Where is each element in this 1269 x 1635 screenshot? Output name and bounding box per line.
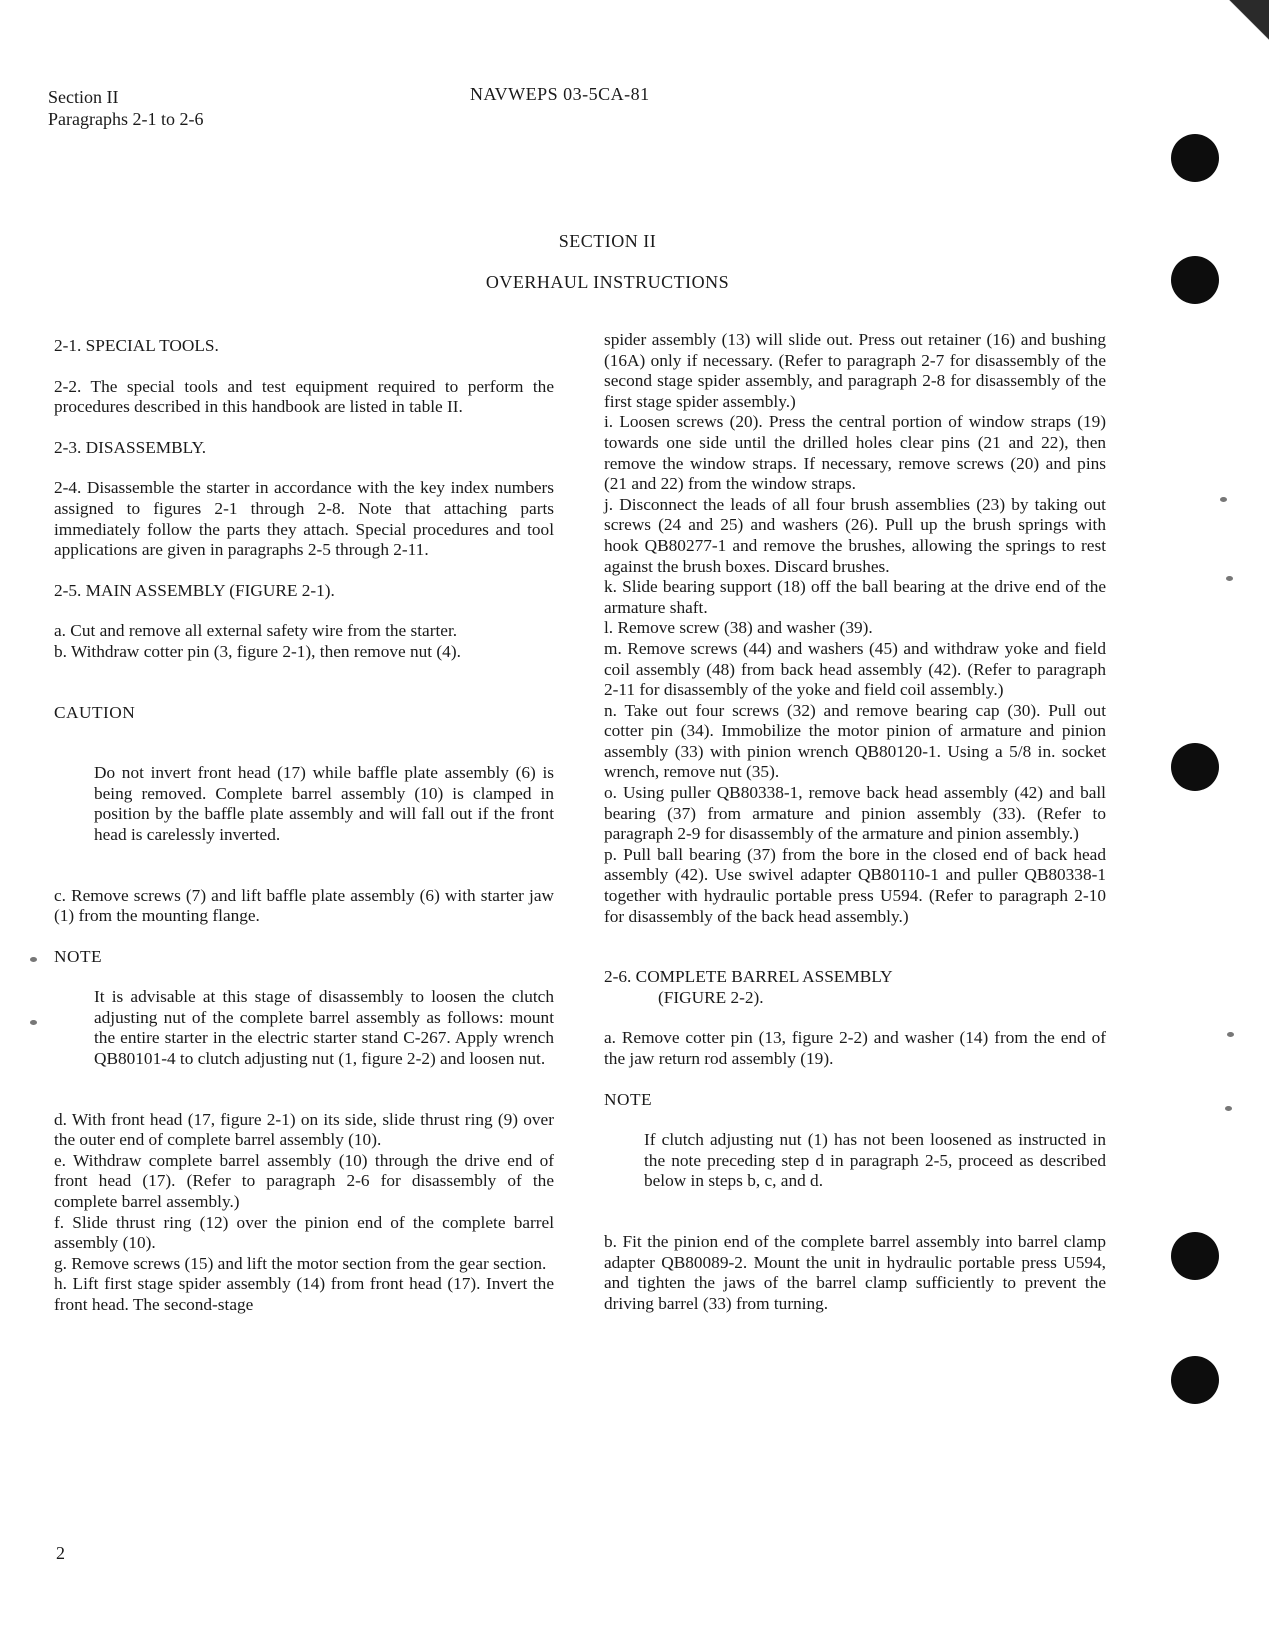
- paragraph-2-6-heading: 2-6. COMPLETE BARREL ASSEMBLY: [604, 967, 893, 987]
- left-column: [54, 336, 554, 1316]
- section-label: Section II: [48, 87, 119, 107]
- running-header-left: [48, 86, 203, 130]
- step-i: i. Loosen screws (20). Press the central portion of window straps (19) towards one side until the drilled holes clear pins (21 and 22), then remove the window straps. If necessary, remove screws (20) and pins (21 and 22) from the window straps.: [604, 412, 1106, 494]
- step-l: l. Remove screw (38) and washer (39).: [604, 618, 873, 638]
- page-corner-shadow: [1199, 0, 1269, 60]
- section-subtitle: OVERHAUL INSTRUCTIONS: [485, 272, 730, 292]
- step-m: m. Remove screws (44) and washers (45) and withdraw yoke and field coil assembly (48) from back head assembly (42). (Refer to paragraph 2-11 for disassembly of the yoke and field coil assembly.): [604, 638, 1106, 700]
- note-label: NOTE: [54, 946, 103, 966]
- scan-speck: [1227, 1032, 1234, 1037]
- step-g: g. Remove screws (15) and lift the motor section from the gear section.: [54, 1253, 547, 1273]
- step-f: f. Slide thrust ring (12) over the pinion end of the complete barrel assembly (10).: [54, 1212, 554, 1253]
- paragraph-2-6-heading-figure: (FIGURE 2-2).: [658, 987, 764, 1007]
- scan-speck: [30, 957, 37, 962]
- note-label-right: NOTE: [604, 1089, 653, 1109]
- step-d: d. With front head (17, figure 2-1) on its side, slide thrust ring (9) over the outer end of complete barrel assembly (10).: [54, 1109, 554, 1150]
- step-n: n. Take out four screws (32) and remove bearing cap (30). Pull out cotter pin (34). Immobilize the motor pinion of armature and pinion assembly (33) with pinion wrench QB80120-1. Using a 5/8 in. socket wrench, remove nut (35).: [604, 700, 1106, 782]
- note-text: It is advisable at this stage of disassembly to loosen the clutch adjusting nut of the complete barrel assembly as follows: mount the entire starter in the electric starter stand C-267. Apply wrench QB80101-4 to clutch adjusting nut (1, figure 2-2) and loosen nut.: [94, 987, 554, 1069]
- section-title: SECTION II: [558, 231, 657, 251]
- caution-text: Do not invert front head (17) while baffle plate assembly (6) is being removed. Complete barrel assembly (10) is clamped in position by the baffle plate assembly and will fall out if the front head is carelessly inverted.: [94, 763, 554, 844]
- binder-hole: [1171, 1232, 1219, 1280]
- paragraph-2-2: 2-2. The special tools and test equipment required to perform the procedures described in this handbook are listed in table II.: [54, 376, 554, 417]
- step-h-continued: spider assembly (13) will slide out. Press out retainer (16) and bushing (16A) only if necessary. (Refer to paragraph 2-7 for disassembly of the second stage spider assembly, and paragraph 2-8 for disassembly of the first stage spider assembly.): [604, 330, 1106, 411]
- paragraph-2-3-heading: 2-3. DISASSEMBLY.: [54, 437, 207, 457]
- step-e: e. Withdraw complete barrel assembly (10) through the drive end of front head (17). (Refer to paragraph 2-6 for disassembly of the complete barrel assembly.): [54, 1150, 554, 1212]
- binder-hole: [1171, 1356, 1219, 1404]
- step-h: h. Lift first stage spider assembly (14) from front head (17). Invert the front head. The second-stage: [54, 1274, 554, 1314]
- step-a-barrel: a. Remove cotter pin (13, figure 2-2) and washer (14) from the end of the jaw return rod assembly (19).: [604, 1028, 1106, 1068]
- scan-speck: [1226, 576, 1233, 581]
- scan-speck: [1225, 1106, 1232, 1111]
- step-b-barrel: b. Fit the pinion end of the complete barrel assembly into barrel clamp adapter QB80089-2. Mount the unit in hydraulic portable press U594, and tighten the jaws of the barrel clamp sufficiently to prevent the driving barrel (33) from turning.: [604, 1231, 1106, 1313]
- scan-speck: [30, 1020, 37, 1025]
- step-p: p. Pull ball bearing (37) from the bore in the closed end of back head assembly (42). Use swivel adapter QB80110-1 and puller QB80338-1 together with hydraulic portable press U594. (Refer to paragraph 2-10 for disassembly of the back head assembly.): [604, 844, 1106, 926]
- step-a: a. Cut and remove all external safety wire from the starter.: [54, 621, 458, 641]
- note-text-right: If clutch adjusting nut (1) has not been loosened as instructed in the note preceding step d in paragraph 2-5, proceed as described below in steps b, c, and d.: [644, 1130, 1106, 1191]
- right-column: [604, 330, 1106, 1314]
- step-j: j. Disconnect the leads of all four brush assemblies (23) by taking out screws (24 and 25) and washers (26). Pull up the brush springs with hook QB80277-1 and remove the brushes, allowing the springs to rest against the brush boxes. Discard brushes.: [604, 494, 1106, 576]
- scan-speck: [1220, 497, 1227, 502]
- paragraph-2-5-heading: 2-5. MAIN ASSEMBLY (FIGURE 2-1).: [54, 580, 335, 600]
- caution-label: CAUTION: [54, 702, 136, 722]
- step-k: k. Slide bearing support (18) off the ball bearing at the drive end of the armature shaft.: [604, 577, 1106, 617]
- paragraph-2-4: 2-4. Disassemble the starter in accordance with the key index numbers assigned to figures 2-1 through 2-8. Note that attaching parts immediately follow the parts they attach. Special procedures and tool applications are given in paragraphs 2-5 through 2-11.: [54, 478, 554, 560]
- paragraph-2-1-heading: 2-1. SPECIAL TOOLS.: [54, 336, 219, 355]
- step-o: o. Using puller QB80338-1, remove back head assembly (42) and ball bearing (37) from armature and pinion assembly (33). (Refer to paragraph 2-9 for disassembly of the armature and pinion assembly.): [604, 783, 1106, 844]
- step-c: c. Remove screws (7) and lift baffle plate assembly (6) with starter jaw (1) from the mounting flange.: [54, 885, 554, 926]
- document-number: NAVWEPS 03-5CA-81: [470, 84, 650, 104]
- step-b: b. Withdraw cotter pin (3, figure 2-1), then remove nut (4).: [54, 641, 461, 661]
- binder-hole: [1171, 743, 1219, 791]
- paragraphs-label: Paragraphs 2-1 to 2-6: [48, 109, 204, 129]
- page-number: 2: [56, 1543, 65, 1563]
- binder-hole: [1171, 134, 1219, 182]
